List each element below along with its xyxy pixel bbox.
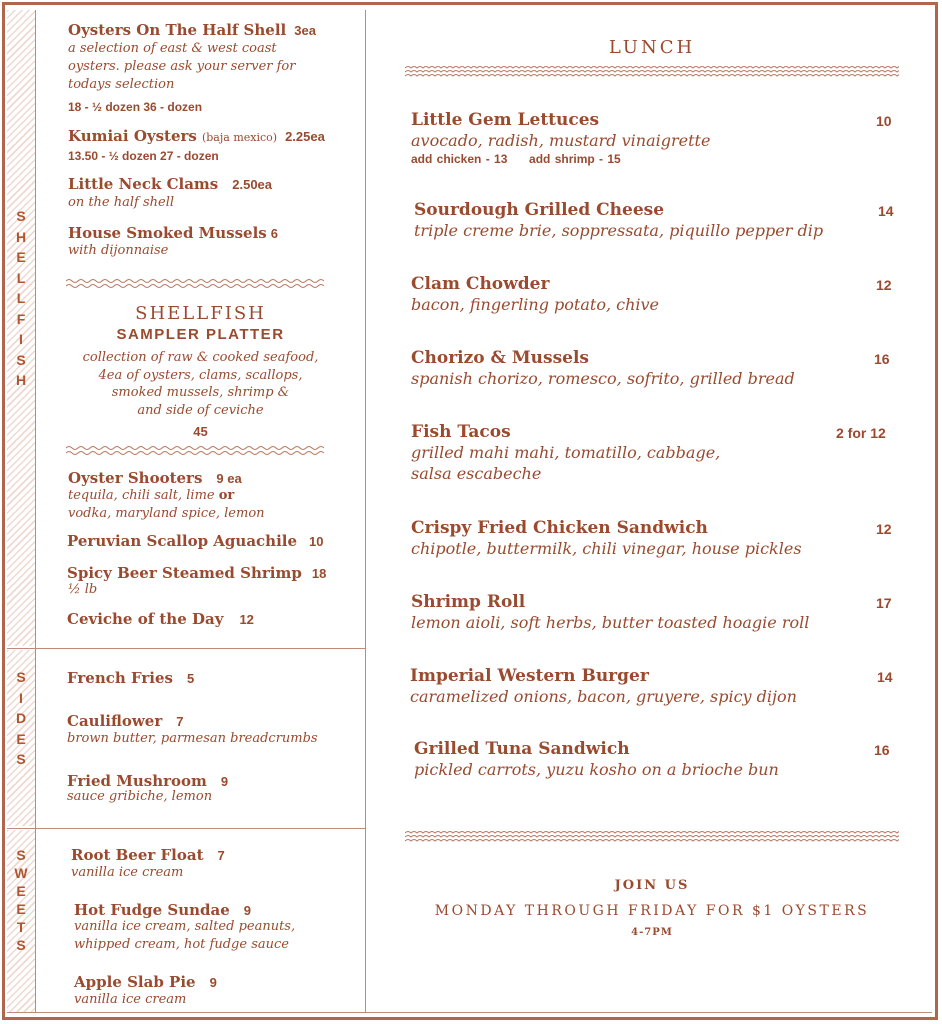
label-letter: F <box>16 310 26 327</box>
label-letter: S <box>16 847 26 863</box>
platter-price: 45 <box>193 424 208 439</box>
item-name: House Smoked Mussels <box>68 224 267 242</box>
item-price: 18 <box>311 566 327 581</box>
wave-divider <box>66 278 324 290</box>
label-letter: S <box>16 208 26 224</box>
sides-sweets-divider <box>7 828 365 829</box>
item-name: Little Neck Clams <box>68 175 219 193</box>
desc-line: oysters. please ask your server for <box>68 59 296 74</box>
wave-divider <box>405 65 899 79</box>
item-price: 9 <box>243 903 251 918</box>
label-letter: H <box>15 228 27 245</box>
lunch-item-price: 16 <box>874 742 890 758</box>
item-name: Root Beer Float <box>71 846 204 864</box>
item-price: 2.25ea <box>285 129 325 144</box>
lunch-item-name: Imperial Western Burger <box>410 666 649 686</box>
lunch-item-description: triple creme brie, soppressata, piquillo pepper dip <box>414 221 824 240</box>
label-letter: S <box>16 669 26 685</box>
lunch-item-description: lemon aioli, soft herbs, butter toasted hoagie roll <box>411 613 810 632</box>
lunch-item-name: Shrimp Roll <box>411 592 526 612</box>
menu-item <box>74 972 217 991</box>
lunch-title: LUNCH <box>608 37 696 58</box>
menu-item <box>68 126 325 147</box>
item-name: Oyster Shooters <box>68 469 203 487</box>
desc-line: smoked mussels, shrimp & <box>111 385 290 400</box>
item-name: Hot Fudge Sundae <box>74 901 230 919</box>
lunch-item-name: Chorizo & Mussels <box>411 348 589 368</box>
desc-line: and side of ceviche <box>137 402 264 418</box>
item-price: 7 <box>217 848 225 863</box>
shellfish-sides-divider <box>7 648 365 649</box>
menu-item <box>67 668 194 687</box>
item-price: 3ea <box>294 23 316 38</box>
lunch-item-description: grilled mahi mahi, tomatillo, cabbage, <box>411 443 721 462</box>
wave-divider <box>66 445 324 457</box>
lunch-item-price: 12 <box>876 277 892 293</box>
lunch-item-name: Sourdough Grilled Cheese <box>414 200 665 220</box>
menu-item <box>68 223 278 242</box>
lunch-item-description: avocado, radish, mustard vinaigrette <box>411 131 711 150</box>
wave-divider <box>405 830 899 844</box>
item-price: 6 <box>270 226 278 241</box>
platter-title: SHELLFISH <box>135 303 266 324</box>
label-letter: E <box>16 901 26 917</box>
menu-item <box>68 468 242 487</box>
desc-line: a selection of east & west coast <box>68 41 277 56</box>
item-price: 12 <box>239 612 254 627</box>
item-price: 7 <box>176 714 184 729</box>
lunch-item-description: bacon, fingerling potato, chive <box>411 295 660 314</box>
item-description: brown butter, parmesan breadcrumbs <box>67 731 318 746</box>
item-extra: 18 - ½ dozen 36 - dozen <box>68 100 203 114</box>
desc-line: vanilla ice cream, salted peanuts, <box>74 919 296 934</box>
label-letter: E <box>16 730 26 747</box>
menu-item <box>67 609 254 628</box>
item-price: 9 <box>220 774 229 789</box>
label-letter: I <box>19 689 23 706</box>
platter-subtitle: SAMPLER PLATTER <box>116 326 285 343</box>
item-name: French Fries <box>67 669 173 687</box>
lunch-item-description: pickled carrots, yuzu kosho on a brioche bun <box>414 760 779 779</box>
lunch-item-price: 16 <box>874 351 890 367</box>
item-price: 9 ea <box>216 471 242 486</box>
item-description <box>68 40 295 94</box>
item-note: (baja mexico) <box>201 131 278 144</box>
item-name: Oysters On The Half Shell <box>68 21 287 39</box>
menu-item <box>67 531 324 550</box>
label-letter: E <box>16 883 26 899</box>
lunch-item-name: Grilled Tuna Sandwich <box>414 739 630 759</box>
item-price: 10 <box>309 534 324 549</box>
item-description <box>68 487 265 523</box>
menu-item <box>68 174 272 193</box>
item-description <box>74 918 295 954</box>
lunch-item-addons: add chicken - 13 add shrimp - 15 <box>411 152 621 166</box>
label-letter: W <box>14 865 28 881</box>
label-letter: I <box>19 331 23 347</box>
shellfish-vertical-label <box>7 206 35 391</box>
item-description: vanilla ice cream <box>74 992 187 1007</box>
desc-line: whipped cream, hot fudge sauce <box>74 937 289 952</box>
lunch-item-description: spanish chorizo, romesco, sofrito, grilled bread <box>411 369 795 388</box>
item-description: on the half shell <box>68 195 175 210</box>
lunch-item-description: caramelized onions, bacon, gruyere, spicy dijon <box>410 687 797 706</box>
promo-heading: JOIN US <box>614 878 690 893</box>
item-description: vanilla ice cream <box>71 865 184 880</box>
menu-item <box>74 900 251 919</box>
label-letter: L <box>16 290 26 306</box>
item-price: 9 <box>209 975 217 990</box>
desc-line: collection of raw & cooked seafood, <box>82 350 319 365</box>
bottom-divider <box>7 1012 932 1013</box>
item-name: Ceviche of the Day <box>67 610 224 628</box>
item-name: Spicy Beer Steamed Shrimp <box>67 564 302 582</box>
label-letter: H <box>15 372 27 388</box>
label-letter: S <box>16 751 26 767</box>
center-column-divider <box>365 10 366 1012</box>
menu-item <box>68 20 316 39</box>
lunch-item-description: chipotle, buttermilk, chili vinegar, house pickles <box>411 539 802 558</box>
item-name: Apple Slab Pie <box>74 973 196 991</box>
sweets-vertical-label <box>7 846 35 954</box>
item-name: Cauliflower <box>67 712 163 730</box>
lunch-item-name: Clam Chowder <box>411 274 550 294</box>
label-letter: D <box>15 710 27 726</box>
platter-description <box>36 349 365 419</box>
label-letter: T <box>16 919 26 935</box>
promo-line: MONDAY THROUGH FRIDAY FOR $1 OYSTERS <box>434 903 870 919</box>
desc-line: 4ea of oysters, clams, scallops, <box>98 367 303 383</box>
promo-time: 4-7PM <box>631 927 673 938</box>
label-letter: E <box>16 249 26 265</box>
label-letter: L <box>16 269 26 286</box>
menu-item <box>67 711 183 730</box>
left-column-divider <box>35 10 36 1012</box>
lunch-item-price: 14 <box>878 203 894 219</box>
item-description: sauce gribiche, lemon <box>67 789 213 804</box>
item-price: 2.50ea <box>232 177 273 192</box>
item-description: with dijonnaise <box>68 243 169 258</box>
lunch-item-name: Crispy Fried Chicken Sandwich <box>411 518 708 538</box>
sides-vertical-label <box>7 667 35 770</box>
menu-item <box>71 845 225 864</box>
lunch-item-description: salsa escabeche <box>411 464 542 483</box>
item-name: Peruvian Scallop Aguachile <box>67 532 298 550</box>
desc-or: or <box>218 488 235 503</box>
menu-item <box>67 563 326 582</box>
label-letter: S <box>16 351 26 368</box>
item-name: Kumiai Oysters <box>68 127 197 145</box>
item-extra: 13.50 - ½ dozen 27 - dozen <box>68 149 219 163</box>
desc-line: vodka, maryland spice, lemon <box>68 506 265 521</box>
desc-line: todays selection <box>68 77 175 92</box>
label-letter: S <box>16 937 26 953</box>
lunch-item-price: 12 <box>876 521 892 537</box>
lunch-item-price: 17 <box>876 595 892 611</box>
item-name: Fried Mushroom <box>67 772 207 790</box>
item-price: 5 <box>186 671 195 686</box>
lunch-item-name: Fish Tacos <box>411 422 511 442</box>
lunch-item-price: 2 for 12 <box>836 425 886 441</box>
lunch-item-price: 10 <box>876 113 892 129</box>
lunch-item-price: 14 <box>877 669 893 685</box>
item-description: ½ lb <box>68 582 98 597</box>
desc-line: tequila, chili salt, lime <box>68 488 215 503</box>
lunch-item-name: Little Gem Lettuces <box>411 110 600 130</box>
